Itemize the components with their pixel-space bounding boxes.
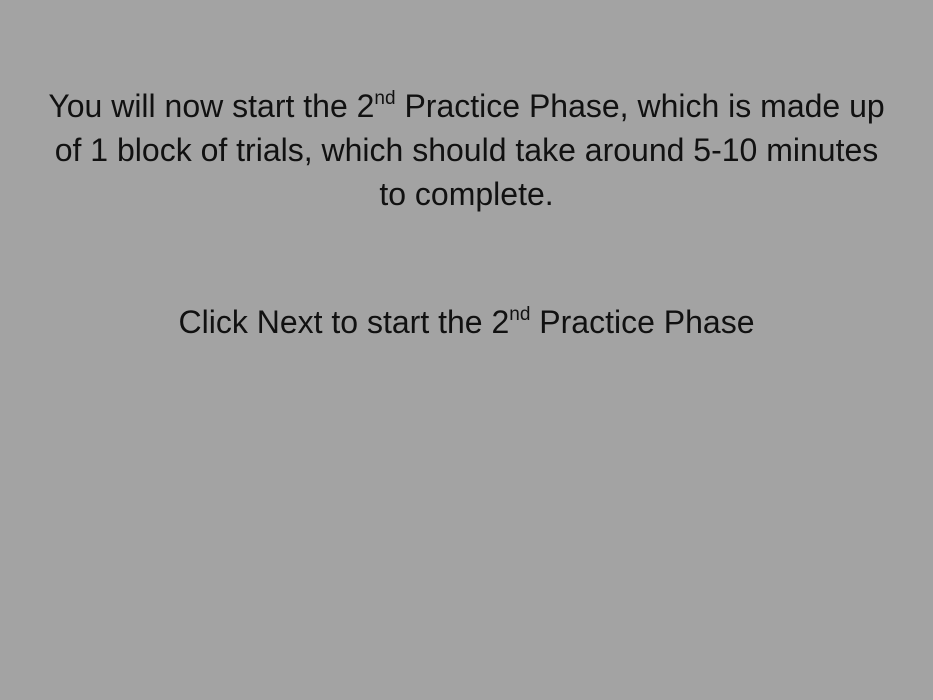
instruction-text-end: Practice Phase [530,304,755,340]
instruction-text-start: Click Next to start the 2 [178,304,510,340]
intro-text-end: Practice Phase, which is made up of 1 block of trials, which should take around 5-10 minutes to complete. [54,88,885,212]
intro-ordinal-suffix: nd [374,88,396,109]
intro-text-start: You will now start the 2 [48,88,375,124]
instruction-ordinal-suffix: nd [509,304,531,325]
intro-message [40,84,893,216]
next-instruction [40,300,893,344]
